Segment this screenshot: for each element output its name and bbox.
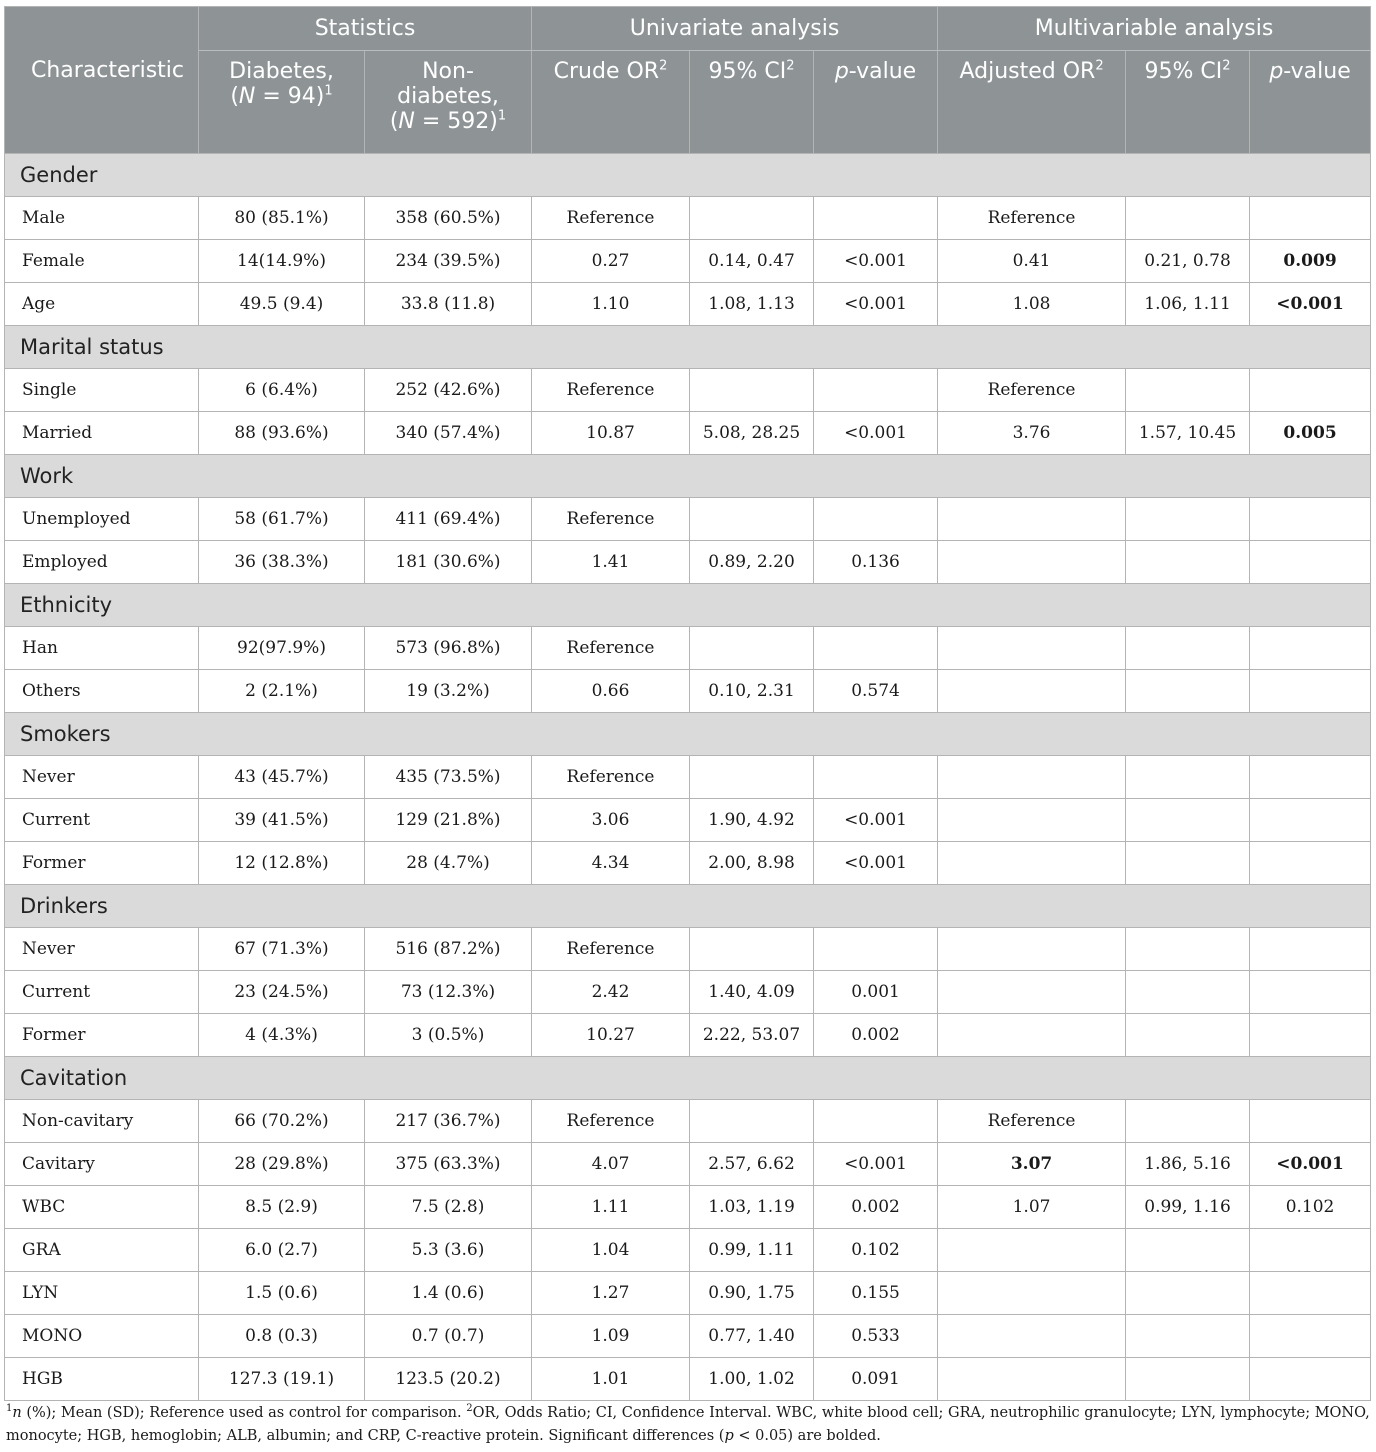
cell-adjusted-or [938,670,1126,713]
cell-nondiabetes: 19 (3.2%) [365,670,532,713]
cell-label: Former [5,842,199,885]
table-row [5,670,1371,713]
section-work [5,455,1371,498]
table-row [5,369,1371,412]
cell-nondiabetes: 516 (87.2%) [365,928,532,971]
cell-crude-or: Reference [532,1100,690,1143]
cell-pvalue-univariate: 0.091 [814,1358,938,1401]
cell-crude-or: 0.27 [532,240,690,283]
header-multivariable: Multivariable analysis [938,7,1371,51]
cell-label: Never [5,928,199,971]
cell-ci-univariate: 2.57, 6.62 [690,1143,814,1186]
cell-ci-univariate: 1.08, 1.13 [690,283,814,326]
section-label: Ethnicity [5,584,1371,627]
cell-nondiabetes: 375 (63.3%) [365,1143,532,1186]
cell-label: Cavitary [5,1143,199,1186]
cell-adjusted-or [938,541,1126,584]
cell-adjusted-or [938,799,1126,842]
cell-crude-or: 4.34 [532,842,690,885]
cell-label: Former [5,1014,199,1057]
cell-crude-or: Reference [532,498,690,541]
cell-pvalue-univariate: <0.001 [814,799,938,842]
cell-nondiabetes: 411 (69.4%) [365,498,532,541]
cell-ci-univariate [690,1100,814,1143]
cell-nondiabetes: 1.4 (0.6) [365,1272,532,1315]
cell-crude-or: 2.42 [532,971,690,1014]
cell-nondiabetes: 252 (42.6%) [365,369,532,412]
cell-crude-or: 1.10 [532,283,690,326]
table-row [5,541,1371,584]
table-row [5,842,1371,885]
cell-diabetes: 8.5 (2.9) [199,1186,365,1229]
cell-ci-multivariable: 1.86, 5.16 [1126,1143,1250,1186]
cell-ci-univariate [690,627,814,670]
section-cavitation [5,1057,1371,1100]
cell-label: Current [5,971,199,1014]
cell-adjusted-or: Reference [938,1100,1126,1143]
cell-label: HGB [5,1358,199,1401]
cell-diabetes: 1.5 (0.6) [199,1272,365,1315]
cell-ci-univariate [690,197,814,240]
cell-ci-univariate: 0.14, 0.47 [690,240,814,283]
cell-diabetes: 0.8 (0.3) [199,1315,365,1358]
cell-pvalue-univariate: 0.533 [814,1315,938,1358]
cell-diabetes: 4 (4.3%) [199,1014,365,1057]
cell-crude-or: 4.07 [532,1143,690,1186]
cell-diabetes: 127.3 (19.1) [199,1358,365,1401]
cell-pvalue-univariate: 0.155 [814,1272,938,1315]
cell-label: Single [5,369,199,412]
table-row [5,1014,1371,1057]
header-univariate: Univariate analysis [532,7,938,51]
cell-diabetes: 23 (24.5%) [199,971,365,1014]
cell-pvalue-univariate: <0.001 [814,412,938,455]
table-row [5,1315,1371,1358]
cell-nondiabetes: 234 (39.5%) [365,240,532,283]
cell-pvalue-univariate: 0.001 [814,971,938,1014]
cell-ci-multivariable: 1.57, 10.45 [1126,412,1250,455]
cell-adjusted-or: Reference [938,369,1126,412]
cell-adjusted-or [938,928,1126,971]
cell-ci-univariate [690,498,814,541]
header-ci-univariate: 95% $CI^2$ [690,51,814,154]
cell-pvalue-univariate [814,197,938,240]
cell-ci-multivariable [1126,1100,1250,1143]
cell-ci-univariate: 0.77, 1.40 [690,1315,814,1358]
cell-crude-or: 1.01 [532,1358,690,1401]
cell-ci-univariate: 1.90, 4.92 [690,799,814,842]
section-label: Drinkers [5,885,1371,928]
cell-pvalue-multivariable [1250,670,1371,713]
cell-adjusted-or [938,971,1126,1014]
cell-crude-or: Reference [532,197,690,240]
cell-pvalue-multivariable: 0.005 [1250,412,1371,455]
cell-adjusted-or [938,1229,1126,1272]
cell-pvalue-univariate: 0.136 [814,541,938,584]
cell-diabetes: 49.5 (9.4) [199,283,365,326]
table-row [5,756,1371,799]
cell-adjusted-or: 1.07 [938,1186,1126,1229]
cell-pvalue-univariate: <0.001 [814,1143,938,1186]
cell-diabetes: 67 (71.3%) [199,928,365,971]
cell-nondiabetes: 3 (0.5%) [365,1014,532,1057]
cell-ci-univariate: 0.10, 2.31 [690,670,814,713]
table-row [5,1143,1371,1186]
section-smokers [5,713,1371,756]
cell-ci-multivariable [1126,1272,1250,1315]
table-row [5,1229,1371,1272]
section-label: Cavitation [5,1057,1371,1100]
header-statistics: Statistics [199,7,532,51]
cell-ci-multivariable [1126,928,1250,971]
cell-label: Current [5,799,199,842]
table-row [5,627,1371,670]
cell-diabetes: 39 (41.5%) [199,799,365,842]
cell-adjusted-or: 0.41 [938,240,1126,283]
cell-crude-or: 1.11 [532,1186,690,1229]
results-table [4,6,1371,1401]
cell-pvalue-multivariable [1250,1315,1371,1358]
cell-pvalue-multivariable [1250,928,1371,971]
cell-label: GRA [5,1229,199,1272]
cell-ci-multivariable [1126,498,1250,541]
cell-pvalue-univariate: 0.102 [814,1229,938,1272]
cell-pvalue-univariate [814,928,938,971]
cell-nondiabetes: 358 (60.5%) [365,197,532,240]
cell-nondiabetes: 28 (4.7%) [365,842,532,885]
table-row [5,1100,1371,1143]
table-row [5,1272,1371,1315]
cell-diabetes: 43 (45.7%) [199,756,365,799]
cell-diabetes: 6.0 (2.7) [199,1229,365,1272]
cell-ci-multivariable [1126,627,1250,670]
cell-adjusted-or [938,1014,1126,1057]
cell-pvalue-multivariable [1250,971,1371,1014]
cell-pvalue-multivariable [1250,1358,1371,1401]
cell-pvalue-multivariable [1250,756,1371,799]
cell-ci-multivariable [1126,670,1250,713]
cell-crude-or: 0.66 [532,670,690,713]
cell-nondiabetes: 5.3 (3.6) [365,1229,532,1272]
cell-diabetes: 92(97.9%) [199,627,365,670]
cell-pvalue-multivariable [1250,369,1371,412]
cell-ci-multivariable [1126,1315,1250,1358]
cell-ci-univariate: 1.40, 4.09 [690,971,814,1014]
cell-diabetes: 66 (70.2%) [199,1100,365,1143]
cell-pvalue-multivariable [1250,541,1371,584]
section-gender [5,154,1371,197]
cell-pvalue-multivariable [1250,1100,1371,1143]
cell-label: Age [5,283,199,326]
cell-label: Male [5,197,199,240]
cell-crude-or: 10.27 [532,1014,690,1057]
table-row [5,412,1371,455]
cell-ci-univariate: 0.90, 1.75 [690,1272,814,1315]
cell-crude-or: 1.09 [532,1315,690,1358]
cell-label: Female [5,240,199,283]
cell-crude-or: Reference [532,928,690,971]
cell-pvalue-multivariable [1250,1272,1371,1315]
cell-ci-multivariable [1126,842,1250,885]
cell-label: Married [5,412,199,455]
cell-ci-univariate: 1.03, 1.19 [690,1186,814,1229]
header-characteristic: Characteristic [5,7,199,154]
cell-ci-multivariable [1126,541,1250,584]
cell-diabetes: 80 (85.1%) [199,197,365,240]
cell-pvalue-univariate: <0.001 [814,240,938,283]
section-label: Gender [5,154,1371,197]
cell-adjusted-or [938,756,1126,799]
cell-crude-or: 1.04 [532,1229,690,1272]
cell-crude-or: Reference [532,756,690,799]
cell-pvalue-multivariable: <0.001 [1250,283,1371,326]
table-row [5,1358,1371,1401]
cell-crude-or: 1.41 [532,541,690,584]
cell-ci-univariate: 2.00, 8.98 [690,842,814,885]
cell-adjusted-or: 3.76 [938,412,1126,455]
cell-nondiabetes: 340 (57.4%) [365,412,532,455]
cell-ci-multivariable [1126,1014,1250,1057]
cell-pvalue-multivariable [1250,1014,1371,1057]
section-label: Work [5,455,1371,498]
cell-nondiabetes: 181 (30.6%) [365,541,532,584]
cell-ci-univariate: 0.89, 2.20 [690,541,814,584]
cell-pvalue-multivariable [1250,498,1371,541]
cell-crude-or: Reference [532,369,690,412]
table-row [5,283,1371,326]
cell-pvalue-multivariable [1250,627,1371,670]
cell-pvalue-univariate: <0.001 [814,842,938,885]
cell-adjusted-or: Reference [938,197,1126,240]
header-pvalue-univariate: p-value [814,51,938,154]
cell-pvalue-multivariable [1250,1229,1371,1272]
cell-adjusted-or [938,627,1126,670]
cell-ci-multivariable [1126,756,1250,799]
cell-ci-univariate [690,928,814,971]
table-row [5,498,1371,541]
cell-pvalue-multivariable [1250,197,1371,240]
cell-pvalue-multivariable [1250,799,1371,842]
cell-diabetes: 36 (38.3%) [199,541,365,584]
cell-nondiabetes: 435 (73.5%) [365,756,532,799]
cell-adjusted-or: 3.07 [938,1143,1126,1186]
cell-nondiabetes: 73 (12.3%) [365,971,532,1014]
cell-adjusted-or [938,842,1126,885]
section-marital-status [5,326,1371,369]
section-label: Marital status [5,326,1371,369]
section-drinkers [5,885,1371,928]
cell-ci-multivariable [1126,971,1250,1014]
header-pvalue-multivariable: p-value [1250,51,1371,154]
cell-diabetes: 88 (93.6%) [199,412,365,455]
cell-diabetes: 58 (61.7%) [199,498,365,541]
cell-pvalue-univariate [814,369,938,412]
table-row [5,1186,1371,1229]
header-nondiabetes: Non- diabetes, (N = 592)$^1$ [365,51,532,154]
table-row [5,240,1371,283]
header-ci-multivariable: 95% $CI^2$ [1126,51,1250,154]
cell-ci-univariate: 0.99, 1.11 [690,1229,814,1272]
cell-ci-multivariable: 0.21, 0.78 [1126,240,1250,283]
cell-crude-or: Reference [532,627,690,670]
table-row [5,971,1371,1014]
cell-ci-univariate [690,756,814,799]
cell-nondiabetes: 7.5 (2.8) [365,1186,532,1229]
table-footnote: $^1$n (%); Mean (SD); Reference used as control for comparison. $^2$OR, Odds Ratio; CI, Confidence Interval. WBC, white blood cell; GRA, neutrophilic granulocyte; LYN, lymphocyte; MONO, monocyte; HGB, hemoglobin; ALB, albumin; and CRP, C-reactive protein. Significant differences (p < 0.05) are bolded. [6,1403,1370,1444]
cell-nondiabetes: 0.7 (0.7) [365,1315,532,1358]
cell-ci-multivariable [1126,369,1250,412]
cell-ci-univariate: 5.08, 28.25 [690,412,814,455]
cell-pvalue-multivariable: <0.001 [1250,1143,1371,1186]
cell-ci-multivariable: 1.06, 1.11 [1126,283,1250,326]
section-ethnicity [5,584,1371,627]
header-crude-or: Crude $OR^2$ [532,51,690,154]
cell-nondiabetes: 123.5 (20.2) [365,1358,532,1401]
cell-adjusted-or [938,1315,1126,1358]
cell-pvalue-univariate: 0.002 [814,1186,938,1229]
cell-diabetes: 2 (2.1%) [199,670,365,713]
cell-nondiabetes: 129 (21.8%) [365,799,532,842]
cell-adjusted-or [938,1272,1126,1315]
cell-ci-multivariable [1126,1229,1250,1272]
cell-nondiabetes: 573 (96.8%) [365,627,532,670]
cell-label: Non-cavitary [5,1100,199,1143]
cell-ci-univariate: 2.22, 53.07 [690,1014,814,1057]
cell-pvalue-univariate [814,756,938,799]
cell-label: Never [5,756,199,799]
cell-diabetes: 28 (29.8%) [199,1143,365,1186]
cell-ci-multivariable: 0.99, 1.16 [1126,1186,1250,1229]
header-row-groups [5,7,1371,51]
table-row [5,799,1371,842]
cell-adjusted-or [938,1358,1126,1401]
cell-label: Unemployed [5,498,199,541]
header-diabetes: Diabetes, (N = 94)$^1$ [199,51,365,154]
cell-ci-univariate [690,369,814,412]
table-row [5,197,1371,240]
header-adjusted-or: Adjusted $OR^2$ [938,51,1126,154]
header-row-columns [5,51,1371,154]
cell-nondiabetes: 33.8 (11.8) [365,283,532,326]
cell-pvalue-multivariable [1250,842,1371,885]
cell-pvalue-univariate [814,627,938,670]
cell-pvalue-multivariable: 0.009 [1250,240,1371,283]
cell-nondiabetes: 217 (36.7%) [365,1100,532,1143]
cell-pvalue-univariate [814,498,938,541]
cell-pvalue-multivariable: 0.102 [1250,1186,1371,1229]
cell-label: MONO [5,1315,199,1358]
table-row [5,928,1371,971]
cell-ci-multivariable [1126,1358,1250,1401]
cell-pvalue-univariate: 0.002 [814,1014,938,1057]
cell-ci-multivariable [1126,799,1250,842]
cell-pvalue-univariate: 0.574 [814,670,938,713]
cell-label: WBC [5,1186,199,1229]
cell-label: Han [5,627,199,670]
cell-pvalue-univariate [814,1100,938,1143]
cell-adjusted-or: 1.08 [938,283,1126,326]
cell-label: LYN [5,1272,199,1315]
cell-diabetes: 6 (6.4%) [199,369,365,412]
cell-crude-or: 10.87 [532,412,690,455]
cell-ci-univariate: 1.00, 1.02 [690,1358,814,1401]
cell-crude-or: 1.27 [532,1272,690,1315]
cell-pvalue-univariate: <0.001 [814,283,938,326]
cell-adjusted-or [938,498,1126,541]
cell-crude-or: 3.06 [532,799,690,842]
cell-diabetes: 12 (12.8%) [199,842,365,885]
cell-ci-multivariable [1126,197,1250,240]
section-label: Smokers [5,713,1371,756]
cell-label: Employed [5,541,199,584]
cell-diabetes: 14(14.9%) [199,240,365,283]
cell-label: Others [5,670,199,713]
